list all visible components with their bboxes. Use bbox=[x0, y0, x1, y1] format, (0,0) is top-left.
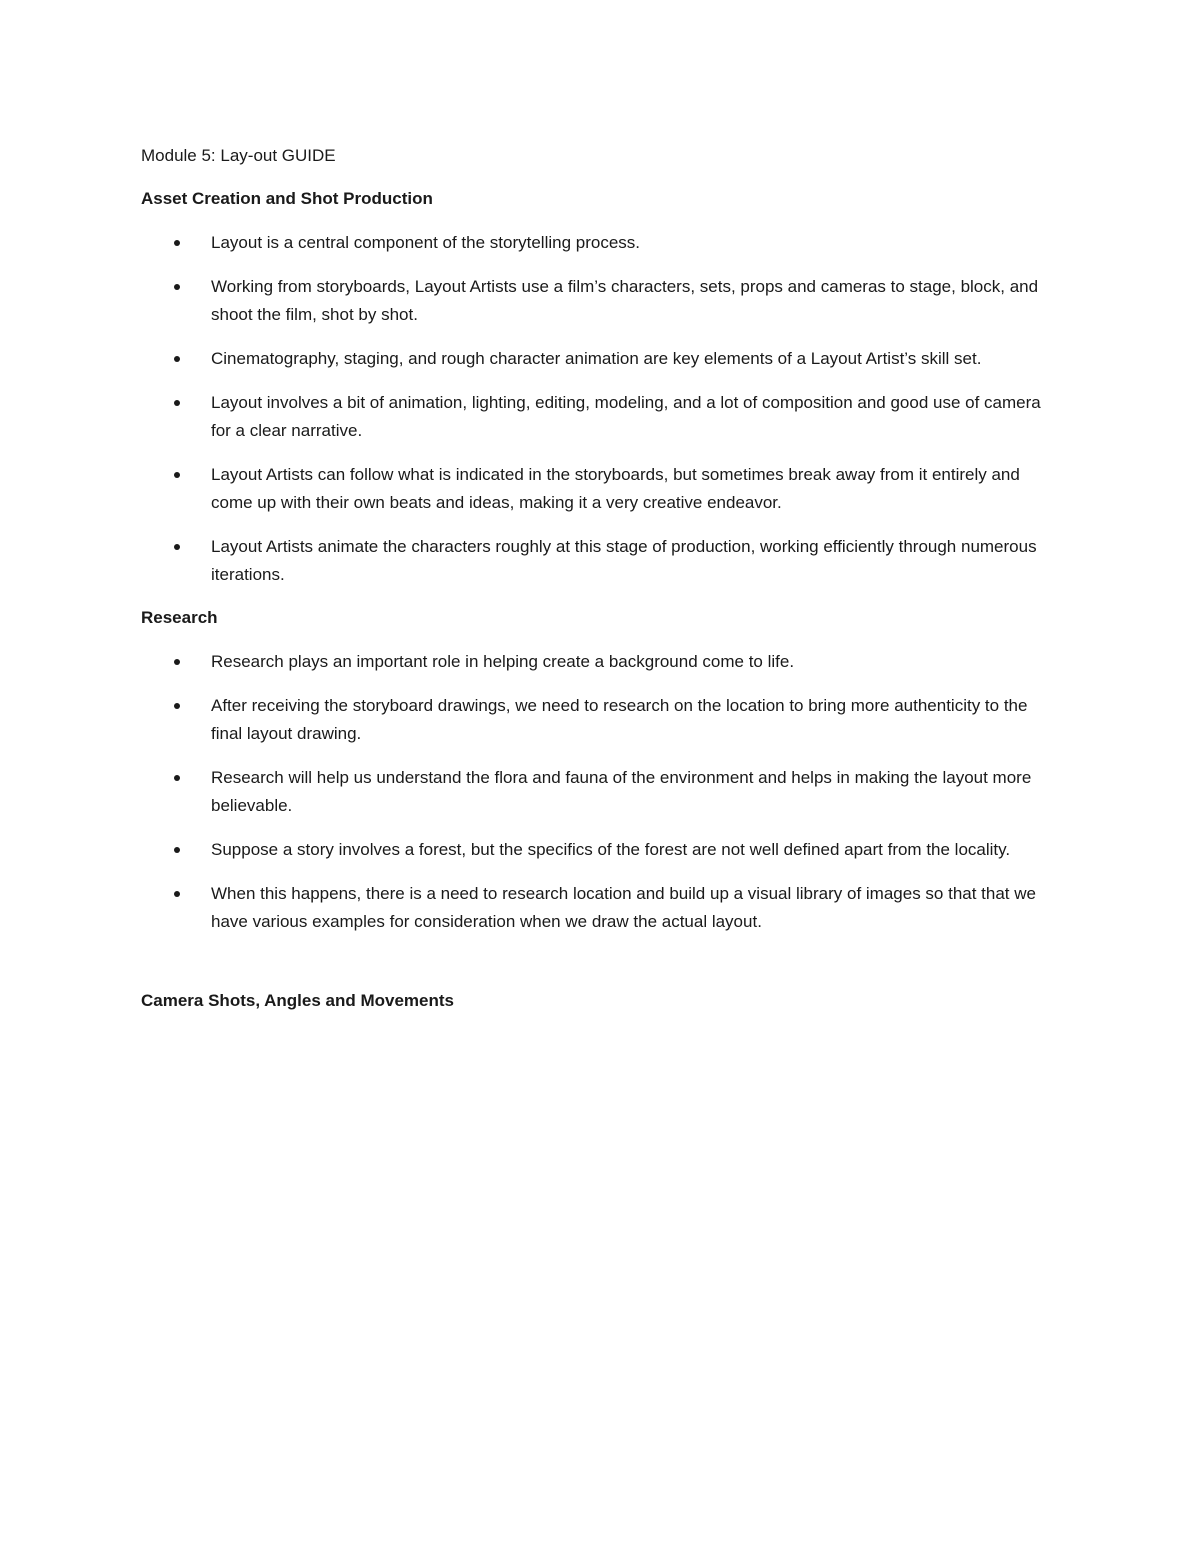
document-content bbox=[141, 143, 1061, 1031]
list-item bbox=[141, 533, 1061, 589]
list-item bbox=[141, 836, 1061, 864]
bullet-icon bbox=[174, 472, 180, 478]
list-item bbox=[141, 692, 1061, 748]
bullet-icon bbox=[174, 240, 180, 246]
list-item-text: After receiving the storyboard drawings, we need to research on the location to bring more authenticity to the final layout drawing. bbox=[211, 696, 1028, 743]
list-item bbox=[141, 461, 1061, 517]
list-item bbox=[141, 648, 1061, 676]
list-item-text: When this happens, there is a need to research location and build up a visual library of images so that that we have various examples for consideration when we draw the actual layout. bbox=[211, 884, 1036, 931]
list-item bbox=[141, 880, 1061, 936]
list-item bbox=[141, 764, 1061, 820]
list-item-text: Working from storyboards, Layout Artists use a film’s characters, sets, props and cameras to stage, block, and shoot the film, shot by shot. bbox=[211, 277, 1039, 324]
section-heading-research: Research bbox=[141, 608, 218, 627]
bullet-icon bbox=[174, 284, 180, 290]
bullet-icon bbox=[174, 703, 180, 709]
list-item bbox=[141, 229, 1061, 257]
list-item-text: Layout involves a bit of animation, lighting, editing, modeling, and a lot of composition and good use of camera for a clear narrative. bbox=[211, 393, 1041, 440]
section-heading-asset-creation: Asset Creation and Shot Production bbox=[141, 189, 433, 208]
list-item-text: Layout Artists can follow what is indicated in the storyboards, but sometimes break away from it entirely and come up with their own beats and ideas, making it a very creative endeavor. bbox=[211, 465, 1020, 512]
bullet-icon bbox=[174, 891, 180, 897]
spacer bbox=[141, 952, 1061, 988]
document-title: Module 5: Lay-out GUIDE bbox=[141, 146, 336, 165]
list-item-text: Research will help us understand the flora and fauna of the environment and helps in making the layout more believable. bbox=[211, 768, 1032, 815]
asset-creation-list bbox=[141, 229, 1061, 589]
list-item-text: Layout is a central component of the storytelling process. bbox=[211, 233, 641, 252]
bullet-icon bbox=[174, 356, 180, 362]
bullet-icon bbox=[174, 659, 180, 665]
bullet-icon bbox=[174, 544, 180, 550]
list-item-text: Suppose a story involves a forest, but the specifics of the forest are not well defined apart from the locality. bbox=[211, 840, 1011, 859]
list-item-text: Cinematography, staging, and rough character animation are key elements of a Layout Artist’s skill set. bbox=[211, 349, 982, 368]
list-item bbox=[141, 345, 1061, 373]
list-item bbox=[141, 389, 1061, 445]
list-item-text: Layout Artists animate the characters roughly at this stage of production, working efficiently through numerous iterations. bbox=[211, 537, 1037, 584]
bullet-icon bbox=[174, 775, 180, 781]
bullet-icon bbox=[174, 847, 180, 853]
list-item bbox=[141, 273, 1061, 329]
bullet-icon bbox=[174, 400, 180, 406]
section-heading-camera: Camera Shots, Angles and Movements bbox=[141, 991, 455, 1010]
research-list bbox=[141, 648, 1061, 936]
list-item-text: Research plays an important role in helping create a background come to life. bbox=[211, 652, 795, 671]
